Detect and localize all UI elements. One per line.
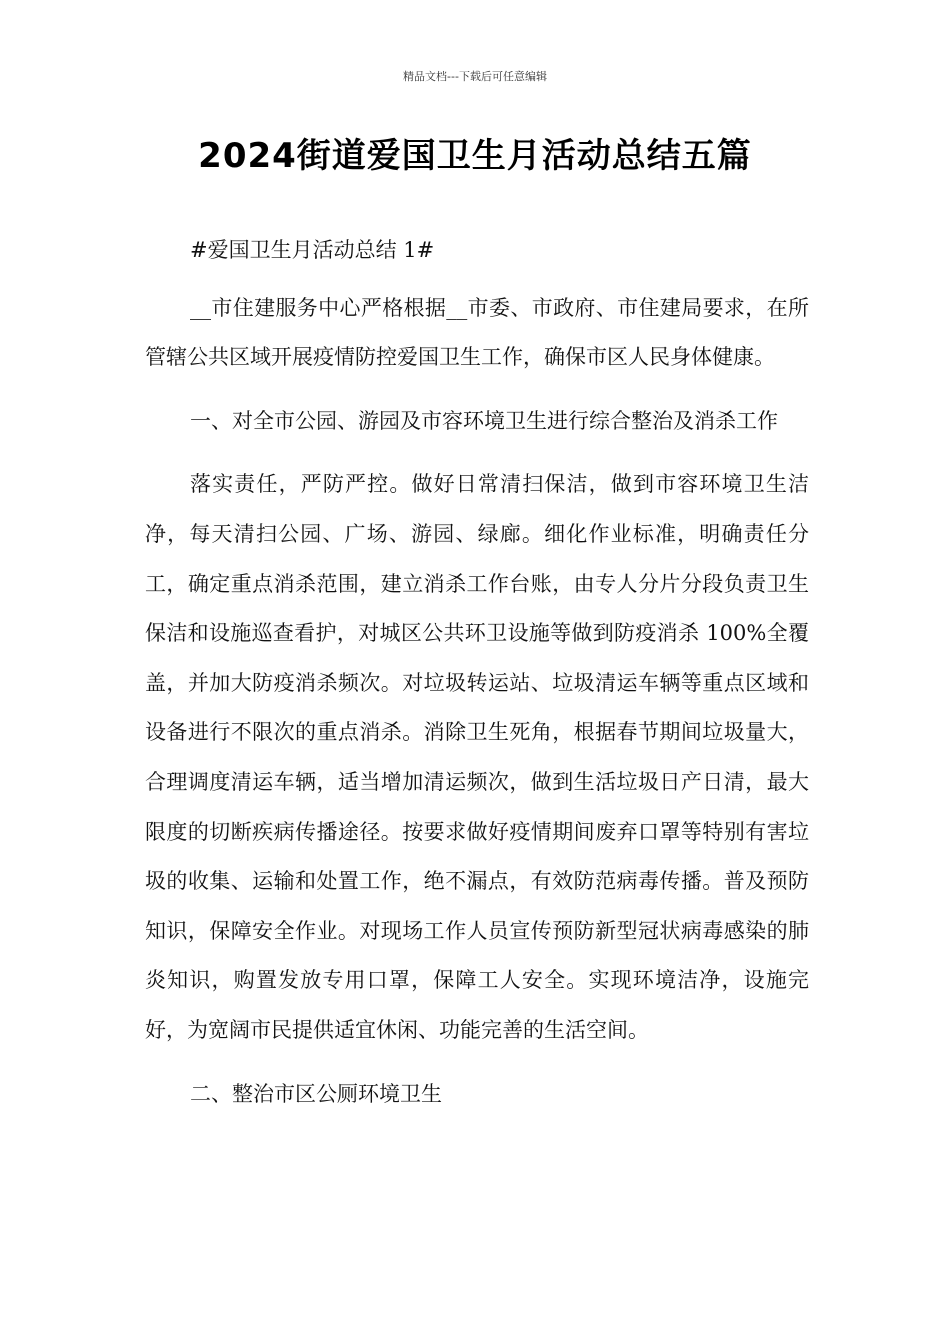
- paragraph-section-1: 落实责任，严防严控。做好日常清扫保洁，做到市容环境卫生洁净，每天清扫公园、广场、游园、绿廊。细化作业标准，明确责任分工，确定重点消杀范围，建立消杀工作台账，由专人分片分段负责卫生保洁和设施巡查看护，对城区公共环卫设施等做到防疫消杀 100%全覆盖，并加大防疫消杀频次。对垃圾转运站、垃圾清运车辆等重点区域和设备进行不限次的重点消杀。消除卫生死角，根据春节期间垃圾量大，合理调度清运车辆，适当增加清运频次，做到生活垃圾日产日清，最大限度的切断疾病传播途径。按要求做好疫情期间废弃口罩等特别有害垃圾的收集、运输和处置工作，绝不漏点，有效防范病毒传播。普及预防知识，保障安全作业。对现场工作人员宣传预防新型冠状病毒感染的肺炎知识，购置发放专用口罩，保障工人安全。实现环境洁净，设施完好，为宽阔市民提供适宜休闲、功能完善的生活空间。: [145, 472, 809, 1042]
- subheading-1: #爱国卫生月活动总结 1#: [190, 238, 435, 262]
- paragraph-intro: __市住建服务中心严格根据__市委、市政府、市住建局要求，在所管辖公共区域开展疫情防控爱国卫生工作，确保市区人民身体健康。: [145, 295, 809, 370]
- section-heading-1: 一、对全市公园、游园及市容环境卫生进行综合整治及消杀工作: [190, 408, 778, 433]
- document-body: [145, 226, 809, 1133]
- header-note: 精品文档---下载后可任意编辑: [403, 70, 547, 83]
- section-heading-2: 二、整治市区公厕环境卫生: [190, 1081, 442, 1106]
- document-title: 2024街道爱国卫生月活动总结五篇: [198, 136, 752, 176]
